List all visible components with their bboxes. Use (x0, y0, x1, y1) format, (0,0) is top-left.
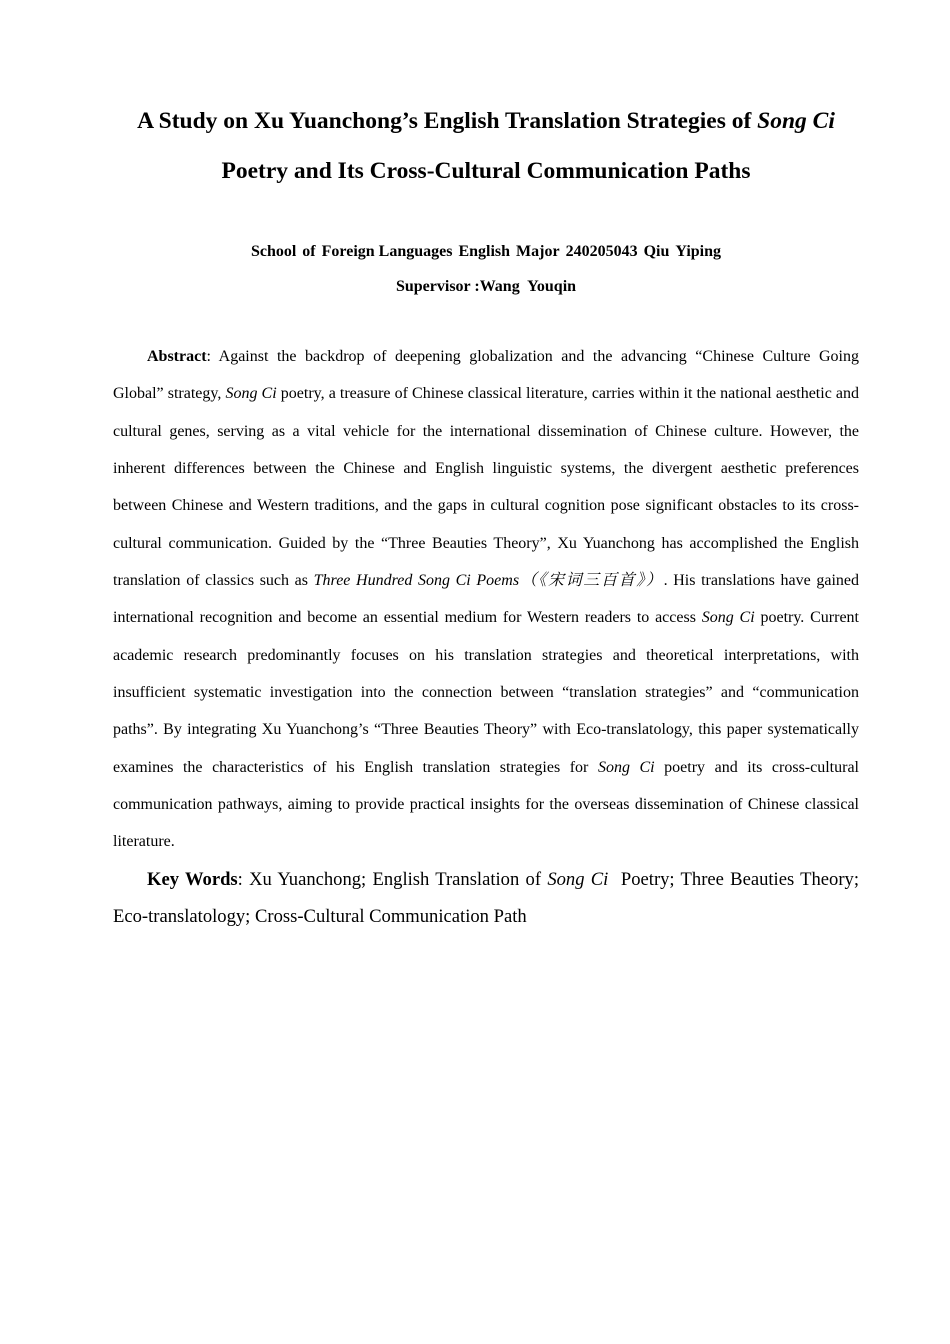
book-title: Three Hundred Song Ci Poems (313, 572, 520, 590)
author-name-1: Qiu (643, 243, 670, 260)
paper-page (113, 0, 864, 935)
abstract-label: Abstract (147, 348, 207, 365)
title-line-1: A Study on Xu Yuanchong’s English Translation Strategies of Song Ci (137, 108, 835, 134)
supervisor-name: Wang Youqin (479, 278, 577, 295)
author-affiliation: School of Foreign Languages English Major 240205043 Qiu Yiping (250, 243, 722, 260)
supervisor-line (113, 269, 859, 304)
title-line-2: Poetry and Its Cross-Cultural Communication Paths (221, 158, 751, 184)
book-title-chinese: （《宋词三百首》） (519, 572, 664, 590)
paper-title (113, 0, 859, 196)
supervisor-label: Supervisor : (395, 278, 480, 295)
keywords-label: Key Words (147, 868, 238, 890)
keywords: Key Words: Xu Yuanchong; English Translation of Song Ci Poetry; Three Beauties Theory; Eco-translatology; Cross-Cultural Communication Path (113, 868, 864, 927)
author-name-2: Yiping (675, 243, 722, 260)
student-id: 240205043 (565, 243, 638, 260)
abstract: Abstract: Against the backdrop of deepening globalization and the advancing “Chinese Culture Going Global” strategy, Song Ci poetry, a treasure of Chinese classical literature, carries within it the national aesthetic and cultural genes, serving as a vital vehicle for the international dissemination of Chinese culture. However, the inherent differences between the Chinese and English linguistic systems, the divergent aesthetic preferences between Chinese and Western traditions, and the gaps in cultural cognition pose significant obstacles to its cross-cultural communication. Guided by the “Three Beauties Theory”, Xu Yuanchong has accomplished the English translation of classics such as Three Hundred Song Ci Poems（《宋词三百首》）. His translations have gained international recognition and become an essential medium for Western readers to access Song Ci poetry. Current academic research predominantly focuses on his translation strategies and theoretical interpretations, with insufficient systematic investigation into the connection between “translation strategies” and “communication paths”. By integrating Xu Yuanchong’s “Three Beauties Theory” with Eco-translatology, this paper systematically examines the characteristics of his English translation strategies for Song Ci poetry and its cross-cultural communication pathways, aiming to provide practical insights for the overseas dissemination of Chinese classical literature. (113, 348, 860, 851)
title-italic-song-ci: Song Ci (757, 108, 835, 134)
